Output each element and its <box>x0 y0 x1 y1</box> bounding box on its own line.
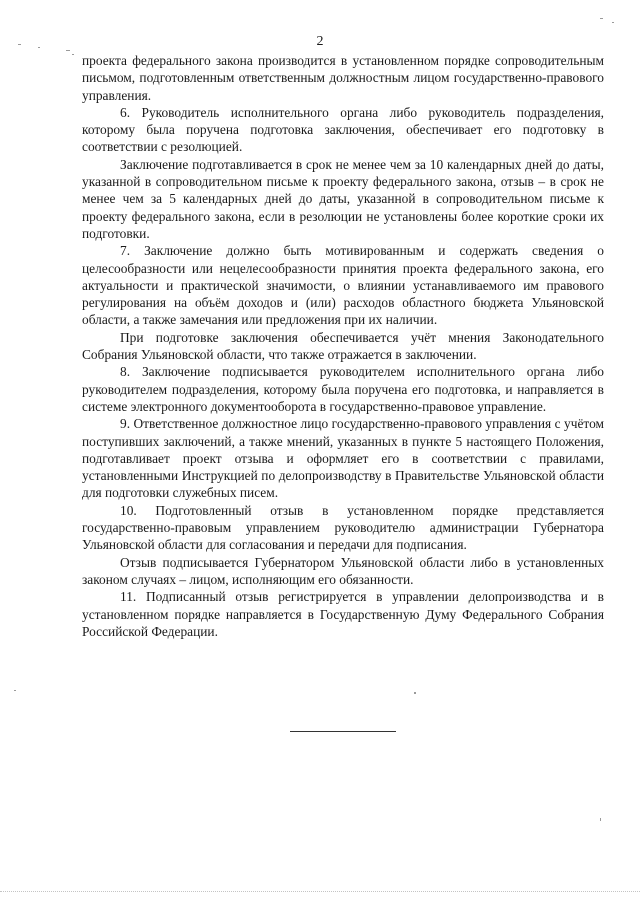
scan-artifact <box>600 18 603 19</box>
paragraph-continuation: проекта федерального закона производится в установленном порядке сопроводительным письмом, подготовленным ответственным должностным лицом государственно-правового управления. <box>82 53 604 103</box>
paragraph-item-9: 9. Ответственное должностное лицо государственно-правового управления с учётом поступивших заключений, а также мнений, указанных в пункте 5 настоящего Положения, подготавливает проект отзыва и оформляет его в соответствии с правилами, установленными Инструкцией по делопроизводству в Правительстве Ульяновской области для подготовки служебных писем. <box>82 416 604 501</box>
body-text <box>82 52 604 640</box>
scan-artifact <box>600 818 601 821</box>
paragraph-item-6: 6. Руководитель исполнительного органа либо руководитель подразделения, которому была поручена подготовка заключения, обеспечивает его подготовку в соответствии с резолюцией. <box>82 104 604 155</box>
paragraph-legislative-opinion: При подготовке заключения обеспечивается учёт мнения Законодательного Собрания Ульяновской области, что также отражается в заключении. <box>82 329 604 363</box>
page-number: 2 <box>316 34 324 49</box>
paragraph-deadlines: Заключение подготавливается в срок не менее чем за 10 календарных дней до даты, указанной в сопроводительном письме к проекту федерального закона, отзыв – в срок не менее чем за 5 календарных дней до даты, указанной в сопроводительном письме к проекту федерального закона, если в резолюции не установлены более короткие сроки их подготовки. <box>82 156 604 241</box>
scan-artifact <box>414 692 416 694</box>
scan-artifact <box>72 54 74 55</box>
paragraph-signature: Отзыв подписывается Губернатором Ульяновской области либо в установленных законом случаях – лицом, исполняющим его обязанности. <box>82 554 604 587</box>
paragraph-item-7: 7. Заключение должно быть мотивированным и содержать сведения о целесообразности или нецелесообразности принятия проекта федерального закона, его актуальности и практической значимости, о влиянии устанавливаемого им правового регулирования на объём доходов и (или) расходов областного бюджета Ульяновской области, а также замечания или предложения при их наличии. <box>82 243 604 328</box>
scan-artifact <box>612 22 614 23</box>
paragraph-item-8: 8. Заключение подписывается руководителем исполнительного органа либо руководителем подразделения, которому была поручена его подготовка, и направляется в системе электронного документооборота в государственно-правовое управление. <box>82 364 604 414</box>
end-of-document-rule <box>290 731 396 732</box>
paragraph-item-11: 11. Подписанный отзыв регистрируется в управлении делопроизводства и в установленном порядке направляется в Государственную Думу Федерального Собрания Российской Федерации. <box>82 589 604 639</box>
scan-edge-line <box>0 891 640 892</box>
paragraph-item-10: 10. Подготовленный отзыв в установленном порядке представляется государственно-правовым управлением руководителю администрации Губернатора Ульяновской области для согласования и передачи для подписания. <box>82 502 604 553</box>
scan-artifact <box>14 690 16 691</box>
